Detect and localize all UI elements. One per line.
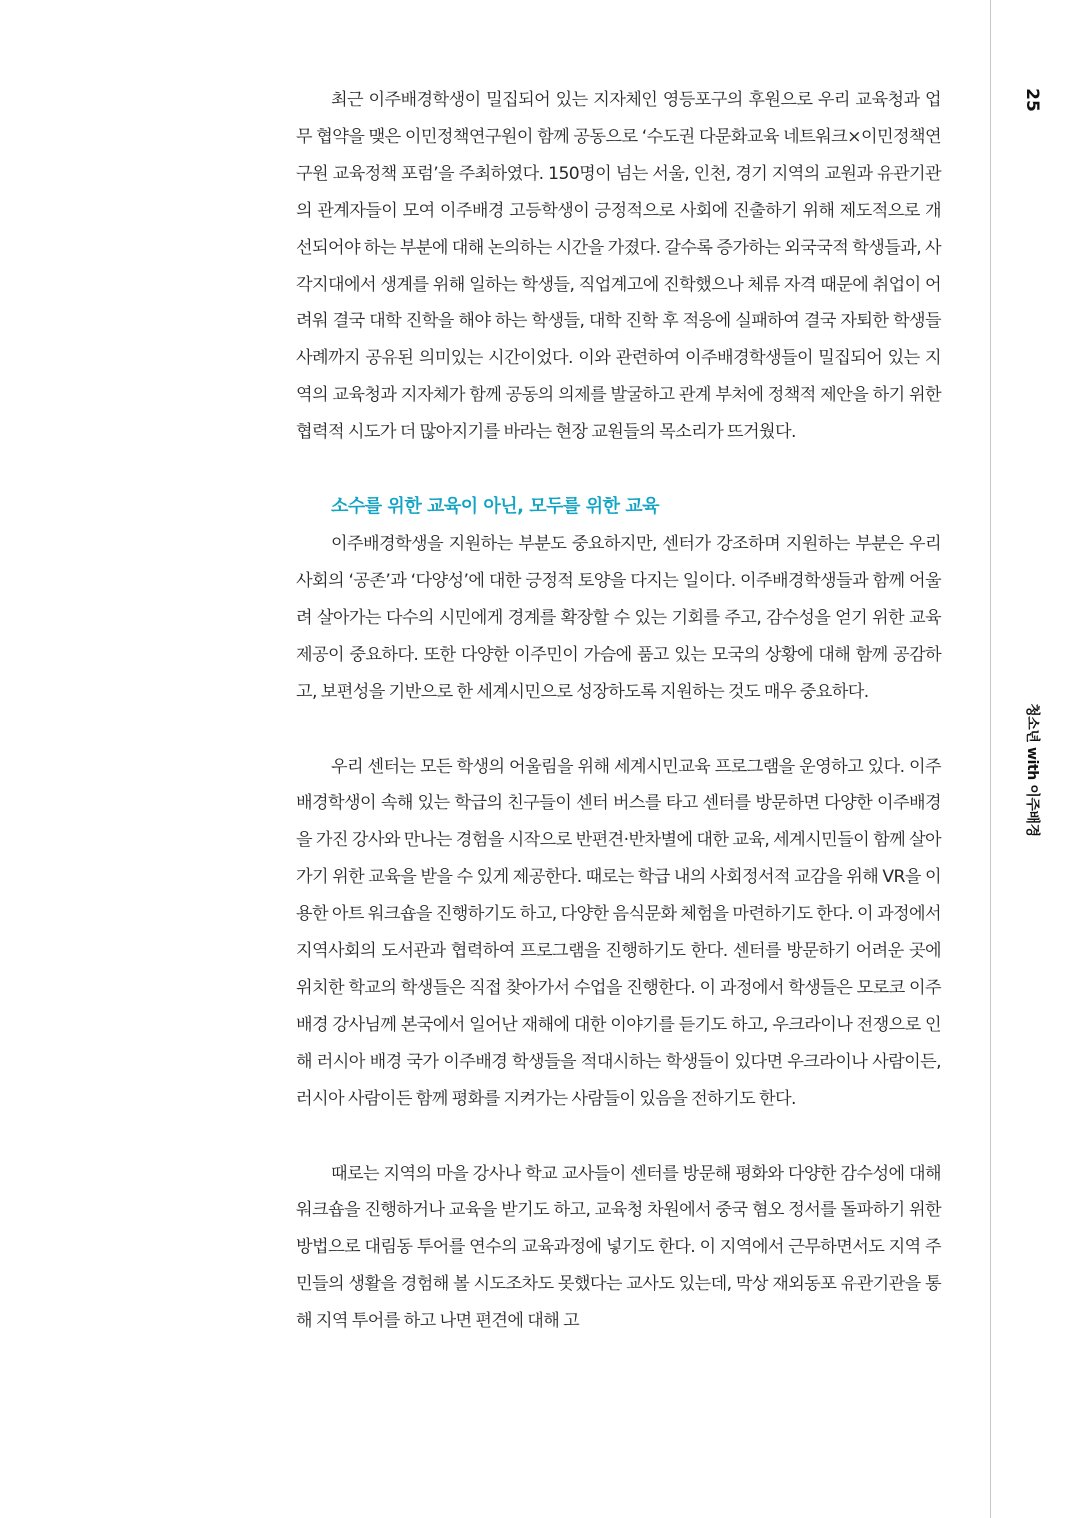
paragraph-gap bbox=[296, 711, 941, 749]
paragraph-gap bbox=[296, 1118, 941, 1156]
paragraph-global-citizenship: 우리 센터는 모든 학생의 어울림을 위해 세계시민교육 프로그램을 운영하고 있다. 이주배경학생이 속해 있는 학급의 친구들이 센터 버스를 타고 센터를 방문하면 다양한 이주배경을 가진 강사와 만나는 경험을 시작으로 반편견·반차별에 대한 교육, 세계시민들이 함께 살아가기 위한 교육을 받을 수 있게 제공한다. 때로는 학급 내의 사회정서적 교감을 위해 VR을 이용한 아트 워크숍을 진행하기도 하고, 다양한 음식문화 체험을 마련하기도 한다. 이 과정에서 지역사회의 도서관과 협력하여 프로그램을 진행하기도 한다. 센터를 방문하기 어려운 곳에 위치한 학교의 학생들은 직접 찾아가서 수업을 진행한다. 이 과정에서 학생들은 모로코 이주배경 강사님께 본국에서 일어난 재해에 대한 이야기를 듣기도 하고, 우크라이나 전쟁으로 인해 러시아 배경 국가 이주배경 학생들을 적대시하는 학생들이 있다면 우크라이나 사람이든, 러시아 사람이든 함께 평화를 지켜가는 사람들이 있음을 전하기도 한다. bbox=[296, 756, 941, 1109]
running-section-label: 청소년 with 이주배경 bbox=[1024, 703, 1040, 837]
paragraph-coexistence: 이주배경학생을 지원하는 부분도 중요하지만, 센터가 강조하며 지원하는 부분은 우리 사회의 ‘공존’과 ‘다양성’에 대한 긍정적 토양을 다지는 일이다. 이주배경학생들과 함께 어울려 살아가는 다수의 시민에게 경계를 확장할 수 있는 기회를 주고, 감수성을 얻기 위한 교육 제공이 중요하다. 또한 다양한 이주민이 가슴에 품고 있는 모국의 상황에 대해 함께 공감하고, 보편성을 기반으로 한 세계시민으로 성장하도록 지원하는 것도 매우 중요하다. bbox=[296, 533, 941, 702]
paragraph-gap bbox=[296, 451, 941, 489]
page-number: 25 bbox=[1022, 88, 1042, 112]
article-body bbox=[296, 82, 941, 1340]
paragraph-forum: 최근 이주배경학생이 밀집되어 있는 지자체인 영등포구의 후원으로 우리 교육청과 업무 협약을 맺은 이민정책연구원이 함께 공동으로 ‘수도권 다문화교육 네트워크×이민정책연구원 교육정책 포럼’을 주최하였다. 150명이 넘는 서울, 인천, 경기 지역의 교원과 유관기관의 관계자들이 모여 이주배경 고등학생이 긍정적으로 사회에 진출하기 위해 제도적으로 개선되어야 하는 부분에 대해 논의하는 시간을 가졌다. 갈수록 증가하는 외국국적 학생들과, 사각지대에서 생계를 위해 일하는 학생들, 직업계고에 진학했으나 체류 자격 때문에 취업이 어려워 결국 대학 진학을 해야 하는 학생들, 대학 진학 후 적응에 실패하여 결국 자퇴한 학생들 사례까지 공유된 의미있는 시간이었다. 이와 관련하여 이주배경학생들이 밀집되어 있는 지역의 교육청과 지자체가 함께 공동의 의제를 발굴하고 관계 부처에 정책적 제안을 하기 위한 협력적 시도가 더 많아지기를 바라는 현장 교원들의 목소리가 뜨거웠다. bbox=[296, 90, 941, 443]
margin-divider-line bbox=[990, 0, 991, 1518]
section-heading: 소수를 위한 교육이 아닌, 모두를 위한 교육 bbox=[331, 496, 660, 518]
paragraph-local-tour: 때로는 지역의 마을 강사나 학교 교사들이 센터를 방문해 평화와 다양한 감수성에 대해 워크숍을 진행하거나 교육을 받기도 하고, 교육청 차원에서 중국 혐오 정서를 돌파하기 위한 방법으로 대림동 투어를 연수의 교육과정에 넣기도 한다. 이 지역에서 근무하면서도 지역 주민들의 생활을 경험해 볼 시도조차도 못했다는 교사도 있는데, 막상 재외동포 유관기관을 통해 지역 투어를 하고 나면 편견에 대해 고 bbox=[296, 1163, 941, 1332]
